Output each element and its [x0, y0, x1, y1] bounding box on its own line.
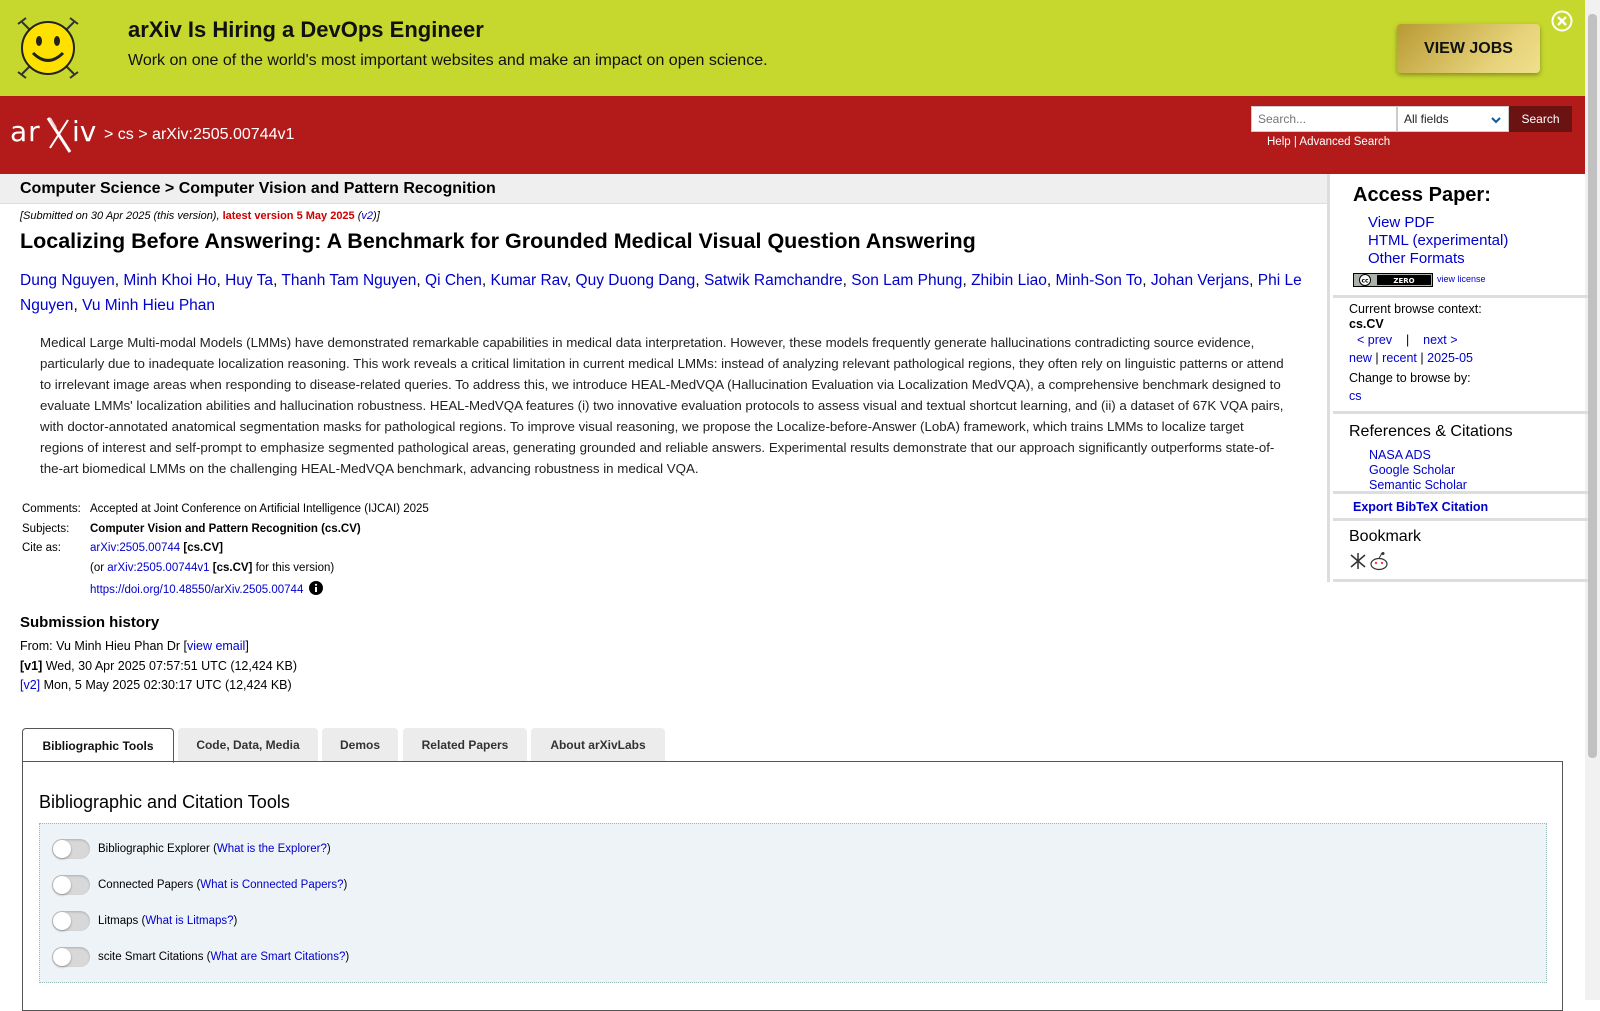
author-link[interactable]: Zhibin Liao [971, 272, 1047, 289]
svg-text:cc: cc [1361, 277, 1369, 285]
search-button[interactable]: Search [1509, 106, 1572, 132]
access-links [1368, 214, 1508, 268]
author-list: Dung Nguyen, Minh Khoi Ho, Huy Ta, Thanh Tam Nguyen, Qi Chen, Kumar Rav, Quy Duong Dang, Satwik Ramchandre, Son Lam Phung, Zhibin Liao, Minh-Son To, Johan Verjans, Phi Le Nguyen, Vu Minh Hieu Phan [20, 272, 1302, 314]
author-link[interactable]: Johan Verjans [1150, 272, 1250, 289]
smiley-logo-icon [14, 14, 82, 82]
bibsonomy-icon[interactable] [1351, 553, 1365, 569]
tool-label: Litmaps [98, 915, 139, 927]
browse-separator: | [1375, 351, 1379, 365]
latest-version-text: latest version 5 May 2025 [222, 210, 355, 222]
bookmark-icons [1349, 551, 1389, 571]
history-v2 [20, 676, 297, 696]
tab-demos[interactable]: Demos [322, 728, 398, 761]
v2-tag-link[interactable]: [v2] [20, 678, 41, 692]
doi-link[interactable]: https://doi.org/10.48550/arXiv.2505.00744 [90, 584, 304, 596]
author-link[interactable]: Huy Ta [225, 272, 274, 289]
cite-value [90, 542, 223, 554]
author-link[interactable]: Quy Duong Dang [575, 272, 696, 289]
references-title: References & Citations [1349, 423, 1513, 440]
tool-label: Connected Papers [98, 879, 194, 891]
view-license-link[interactable]: view license [1437, 274, 1486, 284]
history-v1 [20, 657, 297, 677]
author-link[interactable]: Satwik Ramchandre [703, 272, 843, 289]
v2-link[interactable]: v2 [361, 210, 374, 222]
nasa-ads-link[interactable]: NASA ADS [1369, 448, 1431, 462]
author-link[interactable]: Vu Minh Hieu Phan [82, 297, 216, 314]
dateline-paren: ( [354, 210, 362, 222]
tool-label: scite Smart Citations [98, 951, 204, 963]
browse-list-row [1349, 351, 1473, 365]
view-pdf-link[interactable]: View PDF [1368, 214, 1435, 231]
author-link[interactable]: Minh-Son To [1055, 272, 1143, 289]
new-link[interactable]: new [1349, 351, 1372, 365]
semantic-scholar-link[interactable]: Semantic Scholar [1369, 478, 1467, 492]
banner-title: arXiv Is Hiring a DevOps Engineer [128, 17, 484, 42]
category-path: Computer Science > Computer Vision and Pattern Recognition [20, 180, 496, 197]
author-link[interactable]: Qi Chen [425, 272, 482, 289]
comments-value: Accepted at Joint Conference on Artificial Intelligence (IJCAI) 2025 [90, 503, 429, 515]
bookmark-box [1333, 521, 1588, 582]
view-jobs-button[interactable]: VIEW JOBS [1397, 24, 1540, 73]
toggle-switch[interactable] [52, 911, 90, 931]
advanced-search-link[interactable]: Advanced Search [1299, 136, 1391, 148]
chevron-down-icon [1490, 114, 1502, 126]
change-browse-label: Change to browse by: [1349, 371, 1471, 385]
doi-value [90, 581, 323, 596]
view-email-link[interactable]: view email [186, 639, 246, 653]
from-close: ] [245, 639, 249, 653]
v1-tag: [v1] [20, 658, 43, 673]
tab-panel [22, 761, 1563, 1011]
tab-bibliographic-tools[interactable]: Bibliographic Tools [22, 728, 174, 763]
paper-title: Localizing Before Answering: A Benchmark for Grounded Medical Visual Question Answering [20, 229, 976, 253]
submission-history [20, 637, 297, 696]
browse-separator: | [1420, 351, 1424, 365]
comments-label: Comments: [22, 503, 81, 515]
search-links [1267, 136, 1390, 148]
svg-text:ar: ar [10, 115, 41, 148]
subjects-value: Computer Vision and Pattern Recognition (cs.CV) [90, 522, 361, 535]
google-scholar-link[interactable]: Google Scholar [1369, 463, 1456, 477]
search-field-value: All fields [1404, 112, 1449, 126]
export-box [1333, 494, 1588, 521]
subjects-label: Subjects: [22, 522, 70, 535]
prev-link[interactable]: < prev [1357, 333, 1393, 347]
abstract: Medical Large Multi-modal Models (LMMs) have demonstrated remarkable capabilities in medical data interpretation. However, these models frequently generate hallucinations contradicting source evidence, particularly due to inadequate localization reasoning. This work reveals a critical limitation in current medical LMMs: instead of analyzing relevant pathological regions, they often rely on linguistic patterns or attend to irrelevant image areas when responding to disease-related queries. To address this, we introduce HEAL-MedVQA (Hallucination Evaluation via Localization MedVQA), a comprehensive benchmark designed to evaluate LMMs' localization abilities and hallucination robustness. HEAL-MedVQA features (i) two innovative evaluation protocols to assess visual and textual shortcut learning, and (ii) a dataset of 67K VQA pairs, with doctor-annotated anatomical segmentation masks for pathological regions. To improve visual reasoning, we propose the Localize-before-Answer (LobA) framework, which trains LMMs to localize target regions of interest and self-prompt to emphasize segmented pathological areas, generating grounded and reliable answers. Experimental results demonstrate that our approach significantly outperforms state-of-the-art biomedical LMMs on the challenging HEAL-MedVQA benchmark, advancing robustness in medical VQA. [40, 335, 1284, 476]
link-separator: | [1293, 136, 1297, 148]
month-link[interactable]: 2025-05 [1427, 351, 1473, 365]
banner-text: Work on one of the world's most important websites and make an impact on open science. [128, 52, 768, 69]
access-paper-title: Access Paper: [1353, 184, 1491, 206]
tool-help-link[interactable]: What is the Explorer? [216, 843, 327, 855]
cite-id-link[interactable]: arXiv:2505.00744 [90, 542, 181, 554]
dateline-prefix: [Submitted on 30 Apr 2025 (this version), [20, 210, 223, 222]
v1-text: Wed, 30 Apr 2025 07:57:51 UTC (12,424 KB) [42, 658, 298, 673]
site-header [0, 96, 1585, 174]
prev-next-separator: | [1406, 333, 1410, 347]
breadcrumb-paper-id: arXiv:2505.00744v1 [152, 126, 295, 143]
dateline-suffix: )] [373, 210, 380, 222]
tool-help-link[interactable]: What are Smart Citations? [210, 951, 346, 963]
svg-text:iv: iv [72, 115, 97, 148]
cite-category: [cs.CV] [183, 542, 223, 554]
history-from [20, 637, 297, 657]
export-bibtex-link[interactable]: Export BibTeX Citation [1353, 500, 1489, 514]
next-link[interactable]: next > [1423, 333, 1458, 347]
cite-v1-category: [cs.CV] [212, 561, 253, 574]
v2-text: Mon, 5 May 2025 02:30:17 UTC (12,424 KB) [40, 678, 292, 692]
toggle-switch[interactable] [52, 875, 90, 895]
tool-label: Bibliographic Explorer [98, 843, 210, 855]
html-link[interactable]: HTML (experimental) [1368, 232, 1509, 249]
cite-for-text: for this version) [252, 561, 335, 574]
browse-context-label: Current browse context: [1349, 302, 1482, 316]
other-formats-link[interactable]: Other Formats [1368, 250, 1465, 267]
author-link[interactable]: Phi Le Nguyen [20, 272, 1302, 314]
author-link[interactable]: Kumar Rav [490, 272, 567, 289]
tab-related-papers[interactable]: Related Papers [403, 728, 527, 761]
cc-zero-license-icon[interactable] [1353, 273, 1433, 287]
sidebar [1327, 174, 1585, 582]
scrollbar-thumb[interactable] [1588, 14, 1597, 758]
tool-litmaps: Litmaps ( What is Litmaps? ) [52, 911, 237, 931]
submission-history-title: Submission history [20, 614, 160, 631]
from-text: From: Vu Minh Hieu Phan Dr [ [20, 639, 187, 653]
breadcrumb-separator: > [104, 126, 114, 143]
breadcrumb-cs[interactable]: cs [117, 126, 134, 143]
submission-dateline [20, 210, 380, 222]
arxiv-logo[interactable] [10, 114, 102, 154]
bookmark-title: Bookmark [1349, 528, 1422, 545]
browse-context-box [1333, 298, 1588, 414]
reddit-icon[interactable] [1371, 552, 1387, 570]
tool-connected-papers: Connected Papers ( What is Connected Papers? ) [52, 875, 347, 895]
author-link[interactable]: Minh Khoi Ho [123, 272, 217, 289]
cite-label: Cite as: [22, 542, 61, 554]
hiring-banner [0, 0, 1585, 96]
author-link[interactable]: Son Lam Phung [851, 272, 963, 289]
prev-next-row [1357, 333, 1458, 347]
cc-badge-text: ZERO [1393, 277, 1415, 285]
cite-v1-link[interactable]: arXiv:2505.00744v1 [107, 561, 210, 574]
category-bar [0, 174, 1327, 204]
toggle-switch[interactable] [52, 839, 90, 859]
help-link[interactable]: Help [1267, 136, 1291, 148]
search-input[interactable] [1251, 106, 1397, 132]
breadcrumb [104, 126, 294, 144]
tool-help-link[interactable]: What is Litmaps? [145, 915, 234, 927]
access-paper-box [1333, 174, 1588, 298]
tool-scite: scite Smart Citations ( What are Smart Citations? ) [52, 947, 349, 967]
browse-cs-link[interactable]: cs [1349, 389, 1362, 403]
references-box [1333, 414, 1588, 494]
tool-help-link[interactable]: What is Connected Papers? [200, 879, 344, 891]
author-link[interactable]: Thanh Tam Nguyen [281, 272, 417, 289]
tab-about-arxivlabs[interactable]: About arXivLabs [531, 728, 665, 761]
close-banner-icon[interactable] [1551, 10, 1573, 32]
author-link[interactable]: Dung Nguyen [20, 272, 115, 289]
cite-version-value [90, 562, 334, 574]
recent-link[interactable]: recent [1382, 351, 1417, 365]
tab-code-data-media[interactable]: Code, Data, Media [178, 728, 318, 761]
info-icon[interactable] [309, 581, 323, 595]
references-links [1369, 448, 1467, 493]
browse-context-value: cs.CV [1349, 317, 1384, 331]
cite-or-text: (or [90, 561, 108, 574]
tools-box [39, 823, 1547, 983]
breadcrumb-separator: > [138, 126, 148, 143]
toggle-switch[interactable] [52, 947, 90, 967]
search-field-select[interactable] [1397, 106, 1509, 132]
tool-bibliographic-explorer: Bibliographic Explorer ( What is the Explorer? ) [52, 839, 331, 859]
panel-title: Bibliographic and Citation Tools [39, 792, 290, 812]
